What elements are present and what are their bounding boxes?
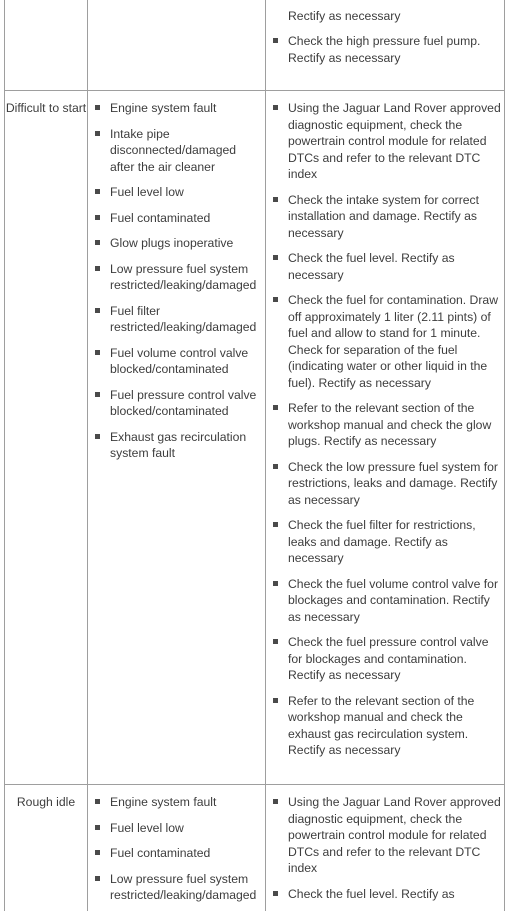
- list-item: Check the fuel filter for restrictions, leaks and damage. Rectify as necessary: [271, 517, 503, 567]
- bullet-icon: [95, 105, 100, 110]
- list-item: Intake pipe disconnected/damaged after the air cleaner: [93, 126, 263, 176]
- list-item: Check the fuel level. Rectify as: [271, 886, 503, 903]
- symptom-cell: Rough idle: [16, 795, 76, 809]
- list-item: Fuel contaminated: [93, 845, 263, 862]
- list-item: Check the fuel pressure control valve for blockages and contamination. Rectify as necessary: [271, 634, 503, 684]
- list-item: Check the fuel level. Rectify as necessary: [271, 250, 503, 283]
- list-item: Glow plugs inoperative: [93, 235, 263, 252]
- list-item: Check the low pressure fuel system for restrictions, leaks and damage. Rectify as necessary: [271, 459, 503, 509]
- list-item: Fuel filter restricted/leaking/damaged: [93, 303, 263, 336]
- column-divider-symptom: [87, 0, 88, 911]
- bullet-icon: [273, 405, 278, 410]
- list-item: Fuel level low: [93, 184, 263, 201]
- bullet-icon: [273, 581, 278, 586]
- bullet-icon: [273, 891, 278, 896]
- causes-cell: [93, 794, 263, 913]
- list-item: Check the high pressure fuel pump. Rectify as necessary: [271, 33, 503, 66]
- list-item: Engine system fault: [93, 100, 263, 117]
- table-border-right: [504, 0, 505, 911]
- bullet-icon: [273, 197, 278, 202]
- list-item: Check the intake system for correct installation and damage. Rectify as necessary: [271, 192, 503, 242]
- bullet-icon: [273, 464, 278, 469]
- causes-cell: [93, 100, 263, 471]
- table-border-left: [4, 0, 5, 911]
- bullet-icon: [273, 297, 278, 302]
- list-item: Low pressure fuel system restricted/leaking/damaged: [93, 871, 263, 904]
- bullet-icon: [95, 799, 100, 804]
- list-item: Check the fuel volume control valve for blockages and contamination. Rectify as necessary: [271, 576, 503, 626]
- bullet-icon: [273, 522, 278, 527]
- continued-action-fragment: Rectify as necessary: [288, 9, 401, 23]
- bullet-icon: [95, 392, 100, 397]
- row-divider: [4, 784, 505, 785]
- bullet-icon: [273, 698, 278, 703]
- bullet-icon: [95, 266, 100, 271]
- bullet-icon: [95, 850, 100, 855]
- actions-cell: [271, 100, 503, 768]
- bullet-icon: [273, 799, 278, 804]
- list-item: Refer to the relevant section of the workshop manual and check the glow plugs. Rectify as necessary: [271, 400, 503, 450]
- column-divider-causes: [265, 0, 266, 911]
- list-item: Engine system fault: [93, 794, 263, 811]
- bullet-icon: [95, 189, 100, 194]
- bullet-icon: [95, 308, 100, 313]
- bullet-icon: [95, 215, 100, 220]
- bullet-icon: [95, 131, 100, 136]
- list-item: Fuel volume control valve blocked/contaminated: [93, 345, 263, 378]
- list-item: Low pressure fuel system restricted/leaking/damaged: [93, 261, 263, 294]
- list-item: Check the fuel for contamination. Draw off approximately 1 liter (2.11 pints) of fuel and allow to stand for 1 minute. Check for separation of the fuel (indicating water or other liquid in the fuel). Rectify as necessary: [271, 292, 503, 391]
- bullet-icon: [273, 38, 278, 43]
- list-item: Fuel pressure control valve blocked/contaminated: [93, 387, 263, 420]
- list-item: Refer to the relevant section of the workshop manual and check the exhaust gas recirculation system. Rectify as necessary: [271, 693, 503, 759]
- actions-cell: [271, 794, 503, 911]
- list-item: Exhaust gas recirculation system fault: [93, 429, 263, 462]
- bullet-icon: [95, 876, 100, 881]
- list-item: Using the Jaguar Land Rover approved diagnostic equipment, check the powertrain control module for related DTCs and refer to the relevant DTC index: [271, 794, 503, 877]
- bullet-icon: [95, 434, 100, 439]
- bullet-icon: [273, 255, 278, 260]
- row-divider: [4, 90, 505, 91]
- continued-actions: [271, 33, 503, 75]
- bullet-icon: [95, 350, 100, 355]
- bullet-icon: [273, 105, 278, 110]
- bullet-icon: [95, 240, 100, 245]
- list-item: Fuel level low: [93, 820, 263, 837]
- list-item: Using the Jaguar Land Rover approved diagnostic equipment, check the powertrain control module for related DTCs and refer to the relevant DTC index: [271, 100, 503, 183]
- symptom-cell: Difficult to start: [5, 101, 87, 115]
- bullet-icon: [273, 639, 278, 644]
- list-item: Fuel contaminated: [93, 210, 263, 227]
- bullet-icon: [95, 825, 100, 830]
